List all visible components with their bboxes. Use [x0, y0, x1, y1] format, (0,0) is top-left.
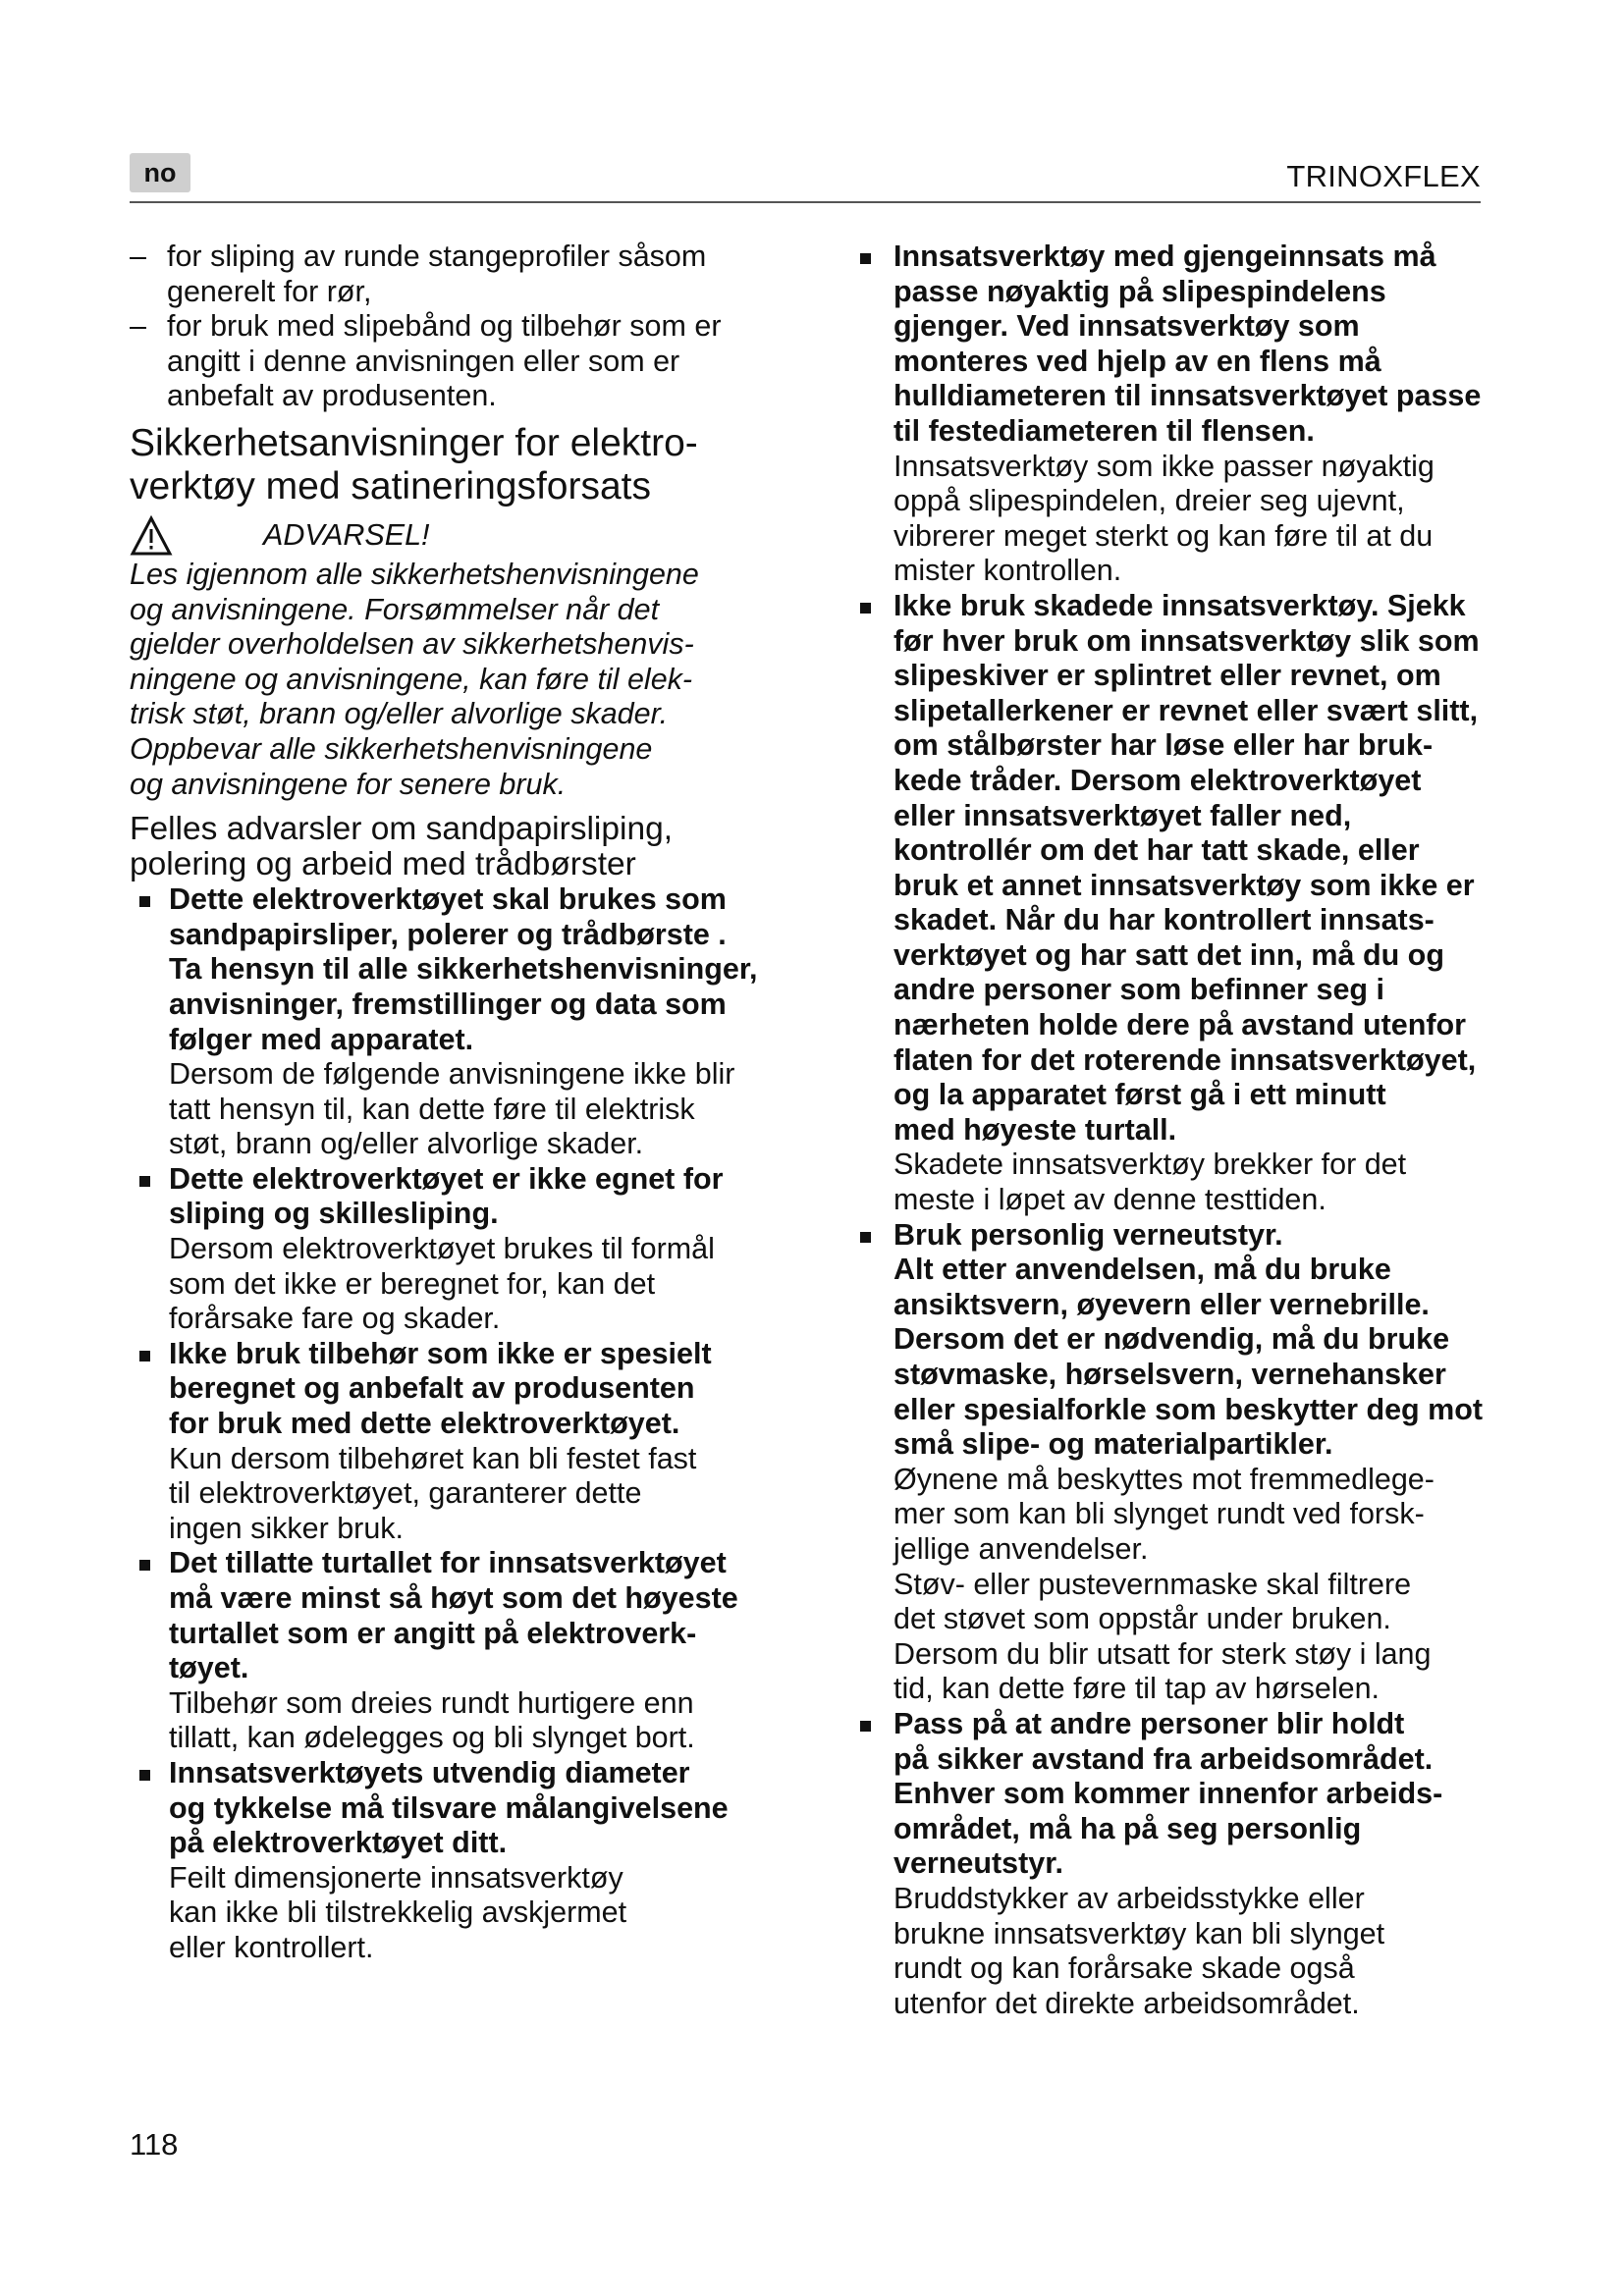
- warning-title: ADVARSEL!: [263, 518, 430, 553]
- text-line: som det ikke er beregnet for, kan det: [169, 1266, 656, 1301]
- text-line: utenfor det direkte arbeidsområdet.: [893, 1986, 1360, 2020]
- text-line: ningene og anvisningene, kan føre til elek-: [130, 662, 693, 696]
- bullet-square-icon: [860, 253, 871, 264]
- warning-triangle-icon: [130, 515, 173, 557]
- text-line: gjenger. Ved innsatsverktøy som: [893, 309, 1360, 344]
- text-line: tillatt, kan ødelegges og bli slynget bort.: [169, 1721, 695, 1755]
- text-line: eller kontrollert.: [169, 1930, 374, 1964]
- text-line: anbefalt av produsenten.: [167, 379, 497, 413]
- bullet-square-icon: [139, 1176, 150, 1187]
- text-line: støvmaske, hørselsvern, vernehansker: [893, 1358, 1446, 1391]
- text-line: bruk et annet innsatsverktøy som ikke er: [893, 868, 1475, 902]
- text-line: eller spesialforkle som beskytter deg mot: [893, 1392, 1484, 1426]
- intro-item: [130, 240, 783, 309]
- warning-header: [130, 514, 783, 558]
- text-line: Les igjennom alle sikkerhetshenvisningene: [130, 557, 699, 591]
- subheading: [130, 812, 783, 882]
- text-line: tøyet.: [169, 1651, 249, 1685]
- text-line: eller innsatsverktøyet faller ned,: [893, 798, 1352, 832]
- bullet-square-icon: [139, 1351, 150, 1362]
- text-line: jellige anvendelser.: [893, 1531, 1149, 1566]
- heading-line: verktøy med satineringsforsats: [130, 464, 652, 507]
- text-line: slipetallerkener er revnet eller svært slitt,: [893, 693, 1479, 727]
- text-line: Ta hensyn til alle sikkerhetshenvisninger,: [169, 952, 758, 987]
- text-line: trisk støt, brann og/eller alvorlige skader.: [130, 697, 669, 731]
- text-line: Dette elektroverktøyet er ikke egnet for: [169, 1161, 724, 1196]
- text-line: rundt og kan forårsake skade også: [893, 1951, 1355, 1986]
- bullet-item: [130, 1546, 783, 1756]
- bullet-item: [846, 1707, 1504, 2021]
- text-line: anvisninger, fremstillinger og data som: [169, 987, 727, 1021]
- text-line: sliping og skillesliping.: [169, 1197, 499, 1231]
- text-line: kan ikke bli tilstrekkelig avskjermet: [169, 1896, 627, 1930]
- heading-line: Felles advarsler om sandpapirsliping,: [130, 811, 674, 848]
- heading-line: Sikkerhetsanvisninger for elektro-: [130, 421, 698, 464]
- text-line: verneutstyr.: [893, 1846, 1063, 1881]
- text-line: små slipe- og materialpartikler.: [893, 1427, 1333, 1462]
- text-line: Dersom det er nødvendig, må du bruke: [893, 1322, 1450, 1357]
- text-line: angitt i denne anvisningen eller som er: [167, 344, 680, 378]
- text-line: gjelder overholdelsen av sikkerhetshenvis-: [130, 627, 694, 662]
- text-line: flaten for det roterende innsatsverktøyet,: [893, 1042, 1477, 1077]
- text-line: andre personer som befinner seg i: [893, 973, 1385, 1007]
- intro-item: [130, 309, 783, 414]
- text-line: ansiktsvern, øyevern eller vernebrille.: [893, 1287, 1430, 1321]
- text-line: verktøyet og har satt det inn, må du og: [893, 937, 1444, 972]
- section-heading: [130, 422, 783, 508]
- bullet-item: [130, 1756, 783, 1966]
- text-line: kontrollér om det har tatt skade, eller: [893, 833, 1420, 868]
- text-line: forårsake fare og skader.: [169, 1302, 501, 1336]
- text-line: for bruk med slipebånd og tilbehør som er: [167, 309, 722, 344]
- heading-line: polering og arbeid med trådbørster: [130, 846, 636, 883]
- bullet-square-icon: [860, 603, 871, 614]
- text-line: og la apparatet først gå i ett minutt: [893, 1078, 1386, 1112]
- text-line: Enhver som kommer innenfor arbeids-: [893, 1777, 1443, 1811]
- text-line: ingen sikker bruk.: [169, 1511, 405, 1545]
- text-line: området, må ha på seg personlig: [893, 1811, 1362, 1845]
- text-line: Bruk personlig verneutstyr.: [893, 1217, 1283, 1252]
- text-line: turtallet som er angitt på elektroverk-: [169, 1616, 697, 1650]
- text-line: Det tillatte turtallet for innsatsverktøyet: [169, 1546, 727, 1580]
- bullet-item: [130, 1337, 783, 1547]
- text-line: tatt hensyn til, kan dette føre til elektrisk: [169, 1092, 695, 1126]
- text-line: Kun dersom tilbehøret kan bli festet fast: [169, 1441, 697, 1475]
- text-line: Dersom de følgende anvisningene ikke blir: [169, 1057, 735, 1092]
- text-line: sandpapirsliper, polerer og trådbørste .: [169, 917, 727, 951]
- text-line: vibrerer meget sterkt og kan føre til at du: [893, 518, 1434, 553]
- dash-marker: –: [130, 309, 146, 344]
- text-line: støt, brann og/eller alvorlige skader.: [169, 1127, 644, 1161]
- warning-body: [130, 558, 783, 802]
- bullet-item: [130, 1162, 783, 1337]
- bullet-item: [130, 882, 783, 1162]
- text-line: skadet. Når du har kontrollert innsats-: [893, 903, 1435, 937]
- page-number: 118: [130, 2127, 179, 2162]
- text-line: Tilbehør som dreies rundt hurtigere enn: [169, 1685, 694, 1720]
- text-line: Alt etter anvendelsen, må du bruke: [893, 1253, 1391, 1287]
- text-line: for sliping av runde stangeprofiler såsom: [167, 240, 707, 273]
- text-line: hulldiameteren til innsatsverktøyet passe: [893, 379, 1482, 413]
- text-line: Innsatsverktøy med gjengeinnsats må: [893, 240, 1436, 273]
- text-line: Skadete innsatsverktøy brekker for det: [893, 1148, 1407, 1182]
- text-line: Innsatsverktøy som ikke passer nøyaktig: [893, 449, 1435, 483]
- text-line: Dette elektroverktøyet skal brukes som: [169, 882, 727, 917]
- text-line: kede tråder. Dersom elektroverktøyet: [893, 763, 1422, 797]
- text-line: Ikke bruk tilbehør som ikke er spesielt: [169, 1336, 712, 1370]
- text-line: Feilt dimensjonerte innsatsverktøy: [169, 1860, 623, 1895]
- text-line: til festediameteren til flensen.: [893, 413, 1315, 448]
- text-line: og anvisningene for senere bruk.: [130, 767, 567, 801]
- bullet-square-icon: [860, 1232, 871, 1243]
- dash-marker: –: [130, 240, 146, 273]
- text-line: Støv- eller pustevernmaske skal filtrere: [893, 1567, 1412, 1601]
- text-line: nærheten holde dere på avstand utenfor: [893, 1008, 1466, 1042]
- text-line: Pass på at andre personer blir holdt: [893, 1706, 1405, 1740]
- left-column: [130, 240, 783, 1966]
- text-line: monteres ved hjelp av en flens må: [893, 344, 1381, 378]
- bullet-item: [846, 1218, 1504, 1707]
- text-line: mer som kan bli slynget rundt ved forsk-: [893, 1497, 1425, 1531]
- bullet-square-icon: [139, 1770, 150, 1781]
- text-line: Innsatsverktøyets utvendig diameter: [169, 1755, 690, 1789]
- text-line: om stålbørster har løse eller har bruk-: [893, 728, 1434, 763]
- right-column: [846, 240, 1504, 2021]
- text-line: på sikker avstand fra arbeidsområdet.: [893, 1741, 1434, 1776]
- text-line: før hver bruk om innsatsverktøy slik som: [893, 623, 1480, 658]
- text-line: det støvet som oppstår under bruken.: [893, 1602, 1391, 1636]
- text-line: tid, kan dette føre til tap av hørselen.: [893, 1672, 1380, 1706]
- text-line: meste i løpet av denne testtiden.: [893, 1183, 1326, 1217]
- bullet-item: [846, 589, 1504, 1218]
- language-badge: no: [130, 153, 190, 192]
- bullet-square-icon: [860, 1721, 871, 1732]
- text-line: og anvisningene. Forsømmelser når det: [130, 592, 660, 626]
- text-line: Dersom elektroverktøyet brukes til formål: [169, 1232, 715, 1266]
- product-name: TRINOXFLEX: [1286, 159, 1481, 193]
- text-line: beregnet og anbefalt av produsenten: [169, 1371, 695, 1406]
- text-line: brukne innsatsverktøy kan bli slynget: [893, 1916, 1385, 1950]
- text-line: Oppbevar alle sikkerhetshenvisningene: [130, 731, 653, 766]
- text-line: Øynene må beskyttes mot fremmedlege-: [893, 1462, 1435, 1496]
- text-line: og tykkelse må tilsvare målangivelsene: [169, 1790, 729, 1825]
- text-line: Dersom du blir utsatt for sterk støy i lang: [893, 1636, 1432, 1671]
- text-line: passe nøyaktig på slipespindelens: [893, 274, 1386, 308]
- header-divider: [130, 201, 1481, 203]
- text-line: med høyeste turtall.: [893, 1112, 1177, 1147]
- text-line: oppå slipespindelen, dreier seg ujevnt,: [893, 484, 1405, 518]
- text-line: Bruddstykker av arbeidsstykke eller: [893, 1881, 1365, 1915]
- text-line: til elektroverktøyet, garanterer dette: [169, 1476, 642, 1511]
- text-line: følger med apparatet.: [169, 1022, 474, 1056]
- bullet-item: [846, 240, 1504, 589]
- text-line: for bruk med dette elektroverktøyet.: [169, 1407, 680, 1441]
- bullet-square-icon: [139, 896, 150, 907]
- text-line: generelt for rør,: [167, 274, 372, 308]
- bullet-square-icon: [139, 1560, 150, 1571]
- text-line: må være minst så høyt som det høyeste: [169, 1581, 738, 1615]
- text-line: slipeskiver er splintret eller revnet, om: [893, 659, 1441, 693]
- text-line: Ikke bruk skadede innsatsverktøy. Sjekk: [893, 588, 1466, 622]
- text-line: på elektroverktøyet ditt.: [169, 1826, 508, 1860]
- text-line: mister kontrollen.: [893, 554, 1122, 588]
